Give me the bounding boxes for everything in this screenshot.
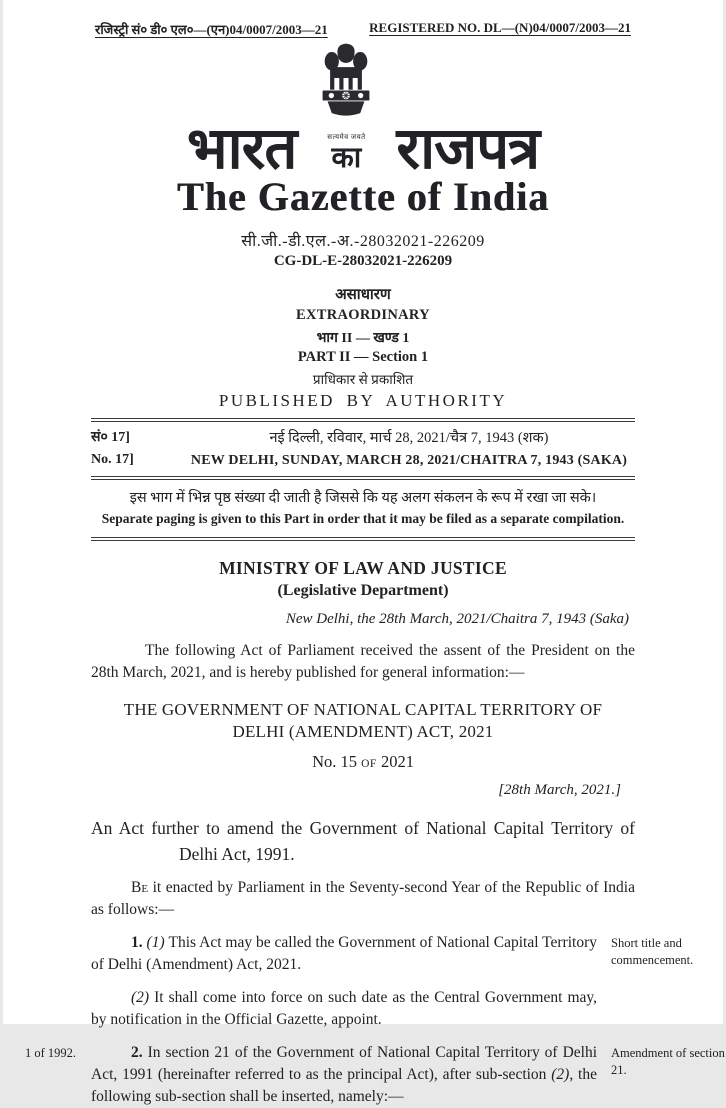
assent-paragraph: The following Act of Parliament received the assent of the President on the 28th March, 2021, and is hereby published for general information:— xyxy=(91,642,635,682)
section-1-number: 1. xyxy=(131,934,147,952)
issue-number-english: No. 17] xyxy=(91,451,134,467)
registration-number-english: REGISTERED NO. DL—(N)04/0007/2003—21 xyxy=(369,20,631,35)
separate-paging-hindi: इस भाग में भिन्न पृष्ठ संख्या दी जाती है जिससे कि यह अलग संकलन के रूप में रखा जा सके। xyxy=(129,490,597,507)
section-1-subsection-2 xyxy=(91,987,597,1031)
margin-note-amendment: Amendment of section 21. xyxy=(611,1046,725,1077)
emblem-motto: सत्यमेव जयते xyxy=(327,133,366,141)
gazette-code-english: CG-DL-E-28032021-226209 xyxy=(273,253,453,270)
masthead xyxy=(91,42,635,181)
ashoka-emblem-icon xyxy=(308,42,384,134)
separate-paging-english: Separate paging is given to this Part in order that it may be filed as a separate compilation. xyxy=(101,511,625,527)
authority-hindi: प्राधिकार से प्रकाशित xyxy=(312,372,414,388)
gazette-title-english: The Gazette of India xyxy=(176,174,550,220)
masthead-hindi-middle: का xyxy=(331,141,362,174)
authority-english: PUBLISHED BY AUTHORITY xyxy=(218,391,508,411)
page-content xyxy=(3,0,723,1108)
act-number-year: 2021 xyxy=(376,752,414,772)
ministry-dateline: New Delhi, the 28th March, 2021/Chaitra 7, 1943 (Saka) xyxy=(285,611,629,628)
gazette-code-hindi: सी.जी.-डी.एल.-अ.-28032021-226209 xyxy=(241,233,485,251)
act-number-prefix: No. 15 xyxy=(312,752,362,772)
section-2-subsection-ref: (2) xyxy=(551,1066,570,1084)
divider-rule xyxy=(91,537,635,541)
ministry-name: MINISTRY OF LAW AND JUSTICE xyxy=(219,558,507,579)
assent-date-text: [28th March, 2021.] xyxy=(498,782,621,799)
act-title-line1: THE GOVERNMENT OF NATIONAL CAPITAL TERRITORY OF xyxy=(123,700,603,720)
issue-number xyxy=(91,427,183,471)
part-section-english: PART II — Section 1 xyxy=(297,349,429,366)
registration-number-hindi: रजिस्ट्री सं० डी० एल०—(एन)04/0007/2003—21 xyxy=(95,22,328,37)
section-2-text-a: In section 21 of the Government of National Capital Territory of Delhi Act, 1991 (hereinafter referred to as the principal Act), after sub-section xyxy=(91,1044,598,1084)
section-1-sub1-number: (1) xyxy=(146,934,169,952)
extraordinary-english: EXTRAORDINARY xyxy=(296,307,430,324)
section-2-number: 2. xyxy=(131,1044,148,1062)
section-1-subsection-1 xyxy=(91,932,694,976)
issue-number-hindi: सं० 17] xyxy=(91,430,130,446)
department-name: (Legislative Department) xyxy=(277,582,449,600)
masthead-hindi-right: राजपत्र xyxy=(396,115,540,181)
section-1-sub2-number: (2) xyxy=(131,989,155,1007)
act-title-line2: DELHI (AMENDMENT) ACT, 2021 xyxy=(232,722,494,742)
act-long-title: An Act further to amend the Government of National Capital Territory of Delhi Act, 1991. xyxy=(91,818,635,864)
issue-type-block xyxy=(91,284,635,411)
enactment-lead-small: E xyxy=(141,883,149,896)
act-sections xyxy=(25,932,725,1108)
assent-date xyxy=(91,782,635,799)
act-number-of: OF xyxy=(361,758,377,771)
registration-header xyxy=(91,20,635,38)
masthead-center xyxy=(308,42,384,175)
enactment-text: it enacted by Parliament in the Seventy-second Year of the Republic of India as follows:— xyxy=(91,879,635,919)
extraordinary-hindi: असाधारण xyxy=(335,287,391,304)
margin-note-act-ref: 1 of 1992. xyxy=(25,1046,77,1061)
enactment-lead: B xyxy=(131,879,142,897)
act-title xyxy=(91,699,635,743)
section-1-sub2-text: It shall come into force on such date as the Central Government may, by notification in the Official Gazette, appoint. xyxy=(91,989,597,1029)
part-section-hindi: भाग II — खण्ड 1 xyxy=(316,331,410,347)
section-2-text-b: , the following sub-section shall be inserted, namely:— xyxy=(91,1066,597,1106)
gazette-page xyxy=(3,0,725,1106)
margin-note-short-title: Short title and commencement. xyxy=(611,936,694,967)
issue-date-hindi: नई दिल्ली, रविवार, मार्च 28, 2021/चैत्र 7, 1943 (शक) xyxy=(269,430,549,447)
separate-paging-note xyxy=(91,480,635,533)
section-2 xyxy=(25,1042,725,1108)
issue-date-english: NEW DELHI, SUNDAY, MARCH 28, 2021/CHAITRA 7, 1943 (SAKA) xyxy=(190,452,628,468)
issue-dates xyxy=(183,427,635,471)
masthead-hindi-left: भारत xyxy=(186,115,297,181)
act-number xyxy=(91,752,635,772)
enactment-clause xyxy=(91,877,635,921)
issue-number-date-row xyxy=(91,422,635,474)
section-1-sub1-text: This Act may be called the Government of National Capital Territory of Delhi (Amendment) Act, 2021. xyxy=(91,934,597,974)
